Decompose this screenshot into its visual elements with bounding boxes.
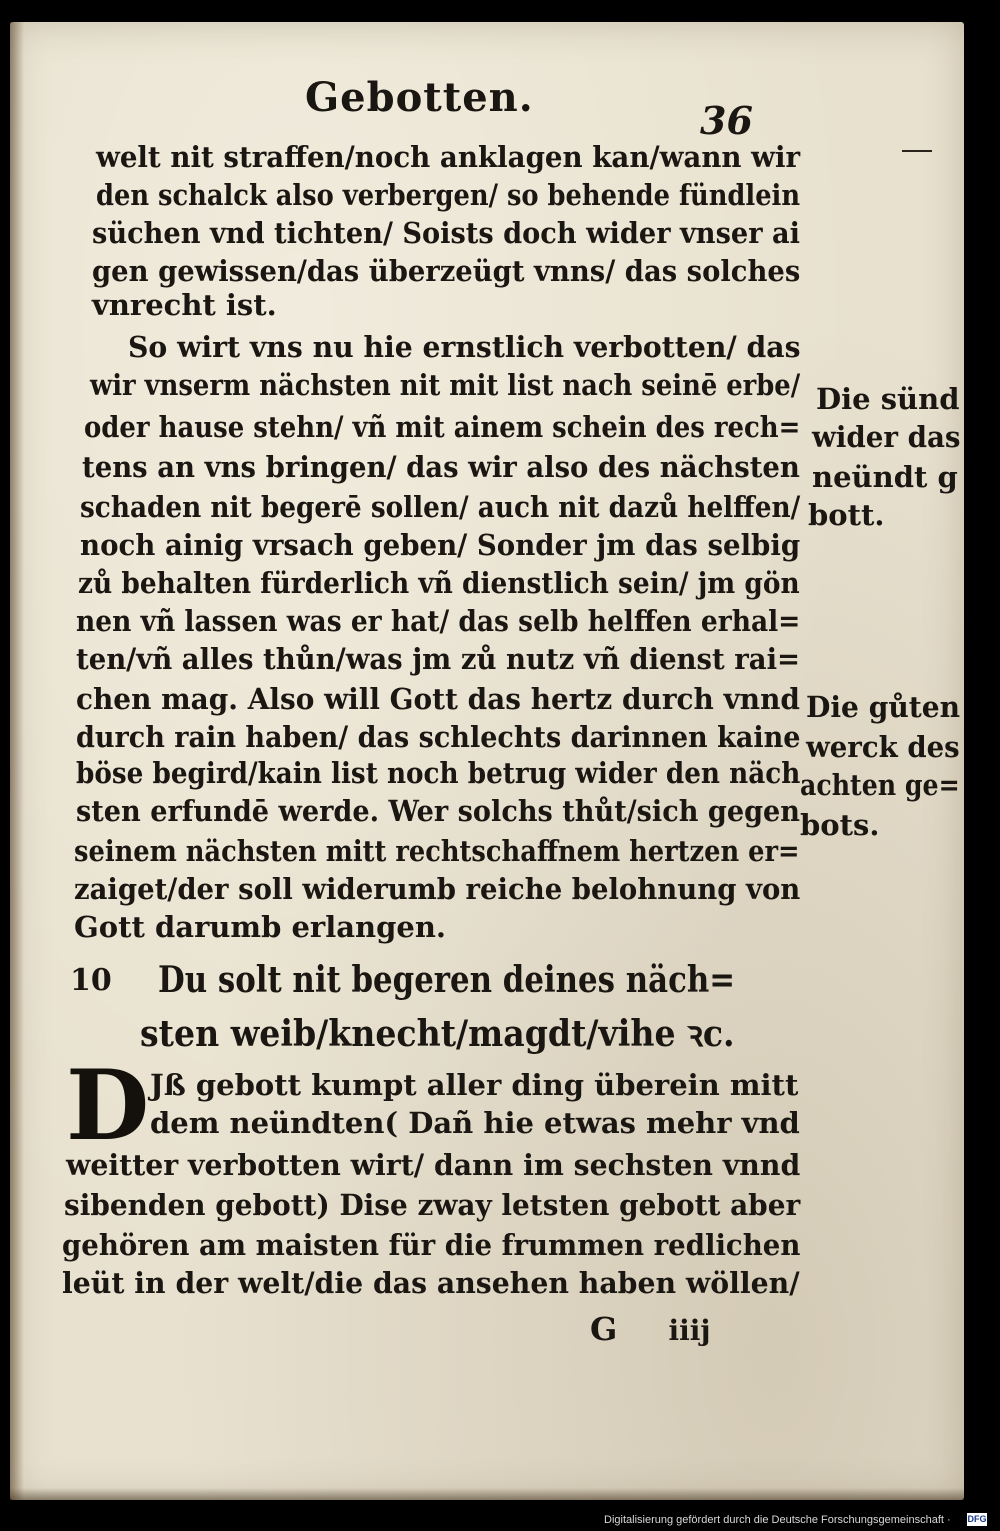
text-line: durch rain haben/ das schlechts darinnen kaine	[76, 720, 801, 754]
margin-note-line: Die sünd	[816, 382, 960, 416]
text-line: welt nit straffen/noch anklagen kan/wann wir	[96, 140, 801, 174]
text-line: Jß gebott kumpt aller ding überein mitt	[150, 1068, 799, 1102]
text-line: süchen vnd tichten/ Soists doch wider vnser ai	[92, 216, 800, 250]
text-line: ten/vñ alles thůn/was jm zů nutz vñ dienst rai=	[76, 642, 801, 676]
text-line: dem neündten( Dañ hie etwas mehr vnd	[150, 1106, 800, 1140]
signature-letter: G	[590, 1310, 618, 1348]
text-line: nen vñ lassen was er hat/ das selb helffen erhal=	[76, 604, 801, 638]
page-bottom-edge	[10, 1488, 964, 1500]
margin-note-line: bots.	[800, 808, 880, 842]
text-line: sten erfundē werde. Wer solchs thůt/sich gegen	[76, 794, 800, 828]
text-line: wir vnserm nächsten nit mit list nach seinē erbe/	[90, 368, 801, 402]
page-number: 36	[700, 98, 753, 143]
text-line: noch ainig vrsach geben/ Sonder jm das selbig	[80, 528, 801, 562]
margin-note-line: bott.	[808, 498, 885, 532]
text-line: oder hause stehn/ vñ mit ainem schein des rech=	[84, 410, 801, 444]
text-line: weitter verbotten wirt/ dann im sechsten vnnd	[66, 1148, 801, 1182]
page-gutter-shadow	[10, 22, 24, 1500]
text-line: zaiget/der soll widerumb reiche belohnung von	[74, 872, 801, 906]
commandment-number: 10	[70, 963, 112, 998]
text-line: seinem nächsten mitt rechtschaffnem hertzen er=	[74, 834, 800, 868]
text-line: zů behalten fürderlich vñ dienstlich sein/ jm gön	[78, 566, 800, 600]
drop-cap: D	[66, 1049, 150, 1162]
text-line: gehören am maisten für die frummen redlichen	[62, 1228, 801, 1262]
text-line: böse begird/kain list noch betrug wider den näch	[76, 756, 801, 790]
margin-dash-mark	[902, 150, 932, 152]
text-line: So wirt vns nu hie ernstlich verbotten/ das	[128, 330, 801, 364]
text-line: leüt in der welt/die das ansehen haben wöllen/	[62, 1266, 800, 1300]
text-line: schaden nit begerē sollen/ auch nit dazů helffen/	[80, 490, 801, 524]
signature-number: iiij	[668, 1314, 711, 1347]
text-line: gen gewissen/das überzeügt vnns/ das solches	[92, 254, 801, 288]
commandment-heading-line: sten weib/knecht/magdt/vihe ꝛc.	[140, 1013, 735, 1055]
margin-note-line: werck des	[806, 730, 960, 764]
dfg-logo: DFG	[967, 1514, 987, 1524]
text-line: tens an vns bringen/ das wir also des nächsten	[82, 450, 800, 484]
text-line: vnrecht ist.	[92, 288, 277, 322]
margin-note-line: wider das	[812, 420, 961, 454]
text-line: Gott darumb erlangen.	[74, 910, 447, 944]
text-line: den schalck also verbergen/ so behende fündlein	[96, 178, 801, 212]
running-head: Gebotten.	[305, 74, 534, 121]
margin-note-line: Die gůten	[806, 690, 961, 724]
signature-mark	[590, 1310, 711, 1348]
margin-note-line: achten ge=	[800, 768, 960, 802]
funding-notice: Digitalisierung gefördert durch die Deutsche Forschungsgemeinschaft ·	[604, 1514, 951, 1526]
text-line: sibenden gebott) Dise zway letsten gebott aber	[64, 1188, 801, 1222]
commandment-heading-line: Du solt nit begeren deines näch=	[158, 959, 736, 1001]
margin-note-line: neündt g	[812, 460, 958, 494]
text-line: chen mag. Also will Gott das hertz durch vnnd	[76, 682, 800, 716]
